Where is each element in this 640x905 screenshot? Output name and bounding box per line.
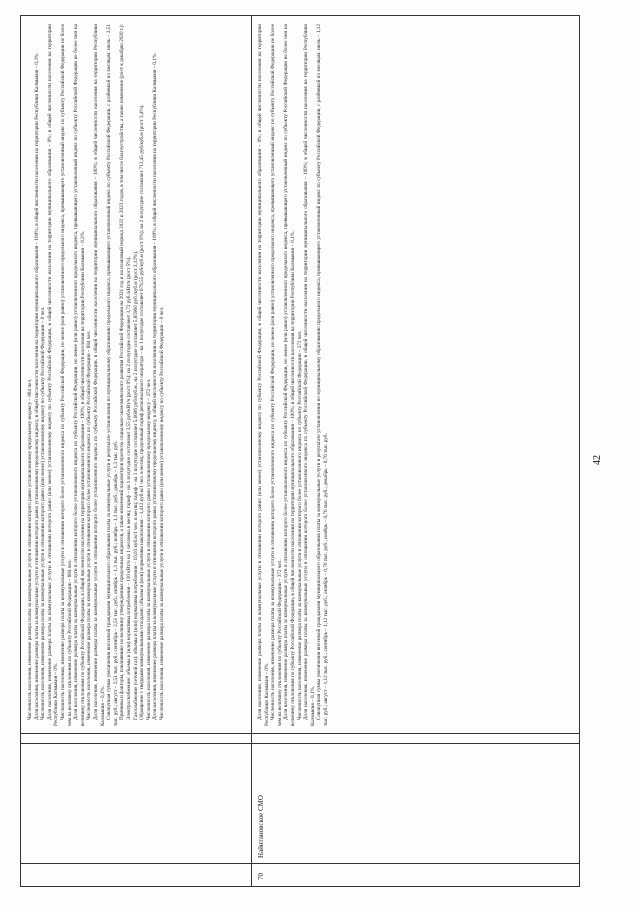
paragraph: Доля населения, изменение размера платы за коммунальные услуги в отношении которого более установленного индекса по субъекту Российской Федерации, но менее (или равно) установленного предельного индекса, превышающего установленный индекс по субъекту Российской Федерации не более чем на величину отклонения по субъекту Российской Федерации, в общей численности населения на территории муниципального образования – 100%; в общей численности населения на территории Республики Калмыкия – 0,1%. <box>283 24 296 726</box>
paragraph: Доля населения, изменение размера платы за коммунальные услуги в отношении которого более установленного индекса по субъекту Российской Федерации, в общей численности населения на территории муниципального образования – 100%; в общей численности населения на территории Республики Калмыкия – 0,3%. <box>92 24 106 726</box>
paragraph: Доля населения, изменение размера платы за коммунальные услуги в отношении которого равно (или менее) установленному индексу по субъекту Российской Федерации, в общей численности населения на территории муниципального образования – 0%; в общей численности населения на территории Республики Калмыкия – 0%. <box>46 24 60 726</box>
paragraph: Численность населения, изменение размера платы за коммунальные услуги в отношении которого равно (или менее) установленному индексу по субъекту Российской Федерации – 0 чел. <box>158 306 165 720</box>
municipality-name: Найнтановское СМО <box>257 795 265 858</box>
paragraph: Совокупная сумма увеличения вносимой гражданами муниципального образования платы за коммунальные услуги в результате установления по муниципальному образованию предельного индекса, превышающего установленный индекс по субъекту Российской Федерации, с разбивкой по месяцам: июль – 2,51 тыс. руб.; август – 2,51 тыс. руб.; сентябрь – 2,51 тыс. руб.; октябрь – 1,3 тыс. руб.; ноябрь – 1,3 тыс. руб.; декабрь – 1,3 тыс. руб. <box>106 24 119 726</box>
paragraph: Численность населения, изменение размера платы за коммунальные услуги в отношении которого более установленного индекса по субъекту Российской Федерации, но менее (или равно) установленного предельного индекса, превышающего установленный индекс по субъекту Российской Федерации не более чем на величину отклонения по субъекту Российской Федерации – 372 чел. <box>270 24 283 726</box>
paragraph: Совокупная сумма увеличения вносимой гражданами муниципального образования платы за коммунальные услуги в результате установления по муниципальному образованию предельного индекса, превышающего установленный индекс по субъекту Российской Федерации, с разбивкой по месяцам: июль – 1,12 тыс. руб.; август – 1,12 тыс. руб.; сентябрь – 1,12 тыс. руб.; октябрь – 0,76 тыс. руб.; ноябрь – 0,76 тыс. руб.; декабрь – 0,76 тыс. руб. <box>316 24 329 726</box>
paragraph: Численность населения, изменение размера платы за коммунальные услуги в отношении которого более установленного индекса по субъекту Российской Федерации – 372 чел. <box>296 330 303 720</box>
paragraph: Доля населения, изменение размера платы за коммунальные услуги в отношении которого равно (или менее) установленному индексу по субъекту Российской Федерации, в общей численности населения на территории муниципального образования – 0%; в общей численности населения на территории Республики Калмыкия – 0%. <box>257 24 270 726</box>
paragraph: Численность населения, изменение размера платы за коммунальные услуги в отношении которого равно установленному предельному индексу – 884 чел. <box>27 378 33 720</box>
paragraph: Численность населения, изменение размера платы за коммунальные услуги в отношении которого равно установленному предельному индексу – 372 чел. <box>145 378 152 720</box>
paragraph: Численность населения, изменение размера платы за коммунальные услуги в отношении которого более установленного индекса по субъекту Российской Федерации, но менее (или равно) установленного предельного индекса, превышающего установленный индекс по субъекту Российской Федерации не более чем на величину отклонения по субъекту Российской Федерации – 884 чел. <box>59 24 73 726</box>
paragraph: Доля населения, изменение размера платы за коммунальные услуги в отношении которого равно установленному предельному индексу, в общей численности населения на территории муниципального образования – 100%; в общей численности населения на территории Республики Калмыкия – 0,3%. <box>33 52 40 720</box>
column-divider-municipality <box>21 743 579 744</box>
paragraph: Обращение с твердыми коммунальными отходами: объемы и (или) нормативы накопления – 1,412 куб.м/1 чел. в месяц; предельный тариф регионального оператора – на 1 полугодие составляет 679,55 руб/куб.м (рост 0%); на 2 полугодие составляет 712,45 руб/куб.м (рост 3,4%). <box>139 104 146 720</box>
indices-table <box>20 15 580 887</box>
paragraph: Доля населения, изменение размера платы за коммунальные услуги в отношении которого более установленного индекса по субъекту Российской Федерации, но менее (или равно) установленного предельного индекса, превышающего установленный индекс по субъекту Российской Федерации не более чем на величину отклонения по субъекту Российской Федерации, в общей численности населения на территории муниципального образования – 100%; в общей численности населения на территории Республики Калмыкия – 0,3%. <box>73 24 86 726</box>
paragraph: Численность населения, изменение размера платы за коммунальные услуги в отношении которого равно (или менее) установленному индексу по субъекту Российской Федерации – 0 чел. <box>40 306 47 720</box>
paragraph: Численность населения, изменение размера платы за коммунальные услуги в отношении которого более установленного индекса по субъекту Российской Федерации – 884 чел. <box>86 330 93 720</box>
row-number: 70 <box>257 873 265 880</box>
paragraph: Доля населения, изменение размера платы за коммунальные услуги в отношении которого равно установленному предельному индексу, в общей численности населения на территории муниципального образования – 100%; в общей численности населения на территории Республики Калмыкия – 0,1%. <box>152 52 159 720</box>
page-number: 42 <box>592 455 603 465</box>
paragraph: Доля населения, изменение размера платы за коммунальные услуги в отношении которого более установленного индекса по субъекту Российской Федерации, в общей численности населения на территории муниципального образования – 100%; в общей численности населения на территории Республики Калмыкия – 0,1%. <box>303 24 316 726</box>
row-text-continuation <box>27 24 247 726</box>
row-text-najntanovskoe <box>257 24 575 726</box>
paragraph: Электроснабжение: объемы и (или) нормативы потребления – 110 кВт/ч на 1 человека в месяц; тариф – на 1 полугодие составляет 3,55 руб/кВт/ч (рост 0%); на 2 полугодие составляет 3,72 руб./кВт/ч (рост 5%). <box>125 256 132 720</box>
paragraph: Газоснабжение (сетевой газ): объемы и (или) нормативы потребления – 10,03 куб.м/1 чел. в месяц; тариф – на 1 полугодие составляет 5,6606 руб/куб.м., на 2 полугодие составляет 5,85960 руб./куб.м (рост 3,12%). <box>132 250 139 720</box>
paragraph: Причины и факторы, повлиявшие на величину утвержденных предельных индексов, а также изменений параметров прогноза социально-экономического развития Российской Федерации на 2021 год и на плановый период 2022 и 2023 годов, в том числе благоустройства, а также изменение (рост к декабрю 2020 г.): <box>119 24 126 720</box>
column-divider-number <box>21 863 579 864</box>
column-divider-text <box>21 733 579 734</box>
row-divider <box>251 16 252 886</box>
